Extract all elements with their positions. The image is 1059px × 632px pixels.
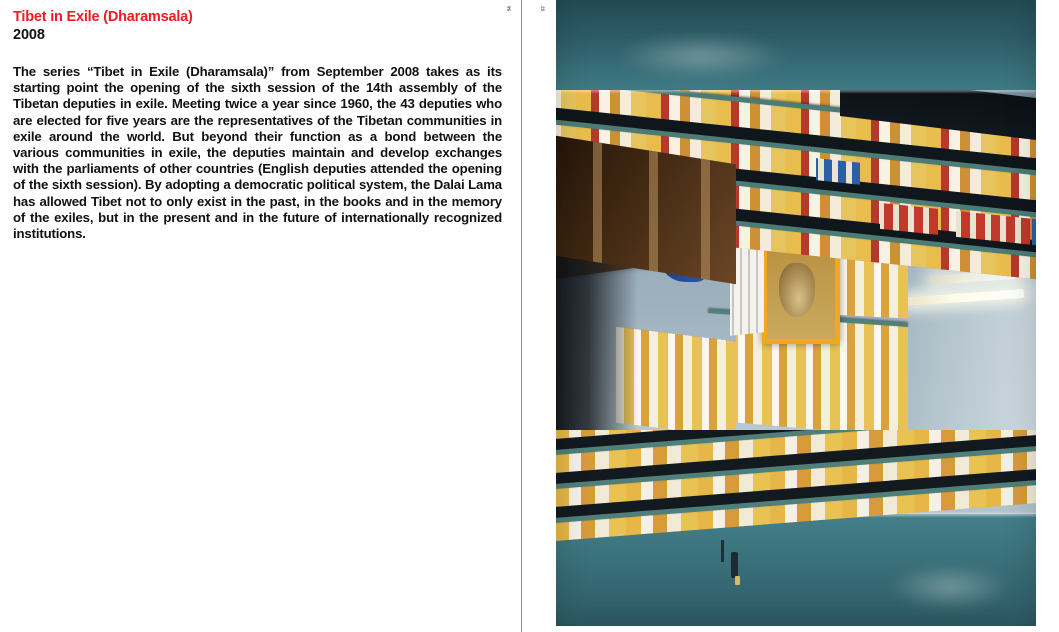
photo-wall-fixture [731, 552, 738, 578]
folio-left-page-number: 56 [506, 6, 512, 11]
folio-right-page-number: 57 [540, 6, 546, 11]
photograph-scene [556, 0, 1036, 626]
page-title: Tibet in Exile (Dharamsala) [13, 9, 193, 25]
photo-wall-panel-lower [556, 0, 1036, 90]
column-divider [521, 0, 522, 632]
article-year: 2008 [13, 27, 45, 43]
article-text-column [13, 9, 505, 242]
article-body-text: The series “Tibet in Exile (Dharamsala)” from September 2008 takes as its starting point the opening of the sixth session of the 14th assembly of the Tibetan deputies in exile. Meeting twice a year since 1960, the 43 deputies who are elected for five years are the representatives of the Tibetan communities in exile around the world. But beyond their function as a bond between the various communities in exile, the deputies maintain and develop exchanges with the parliaments of other countries (English deputies attended the opening of the sixth session). By adopting a democratic political system, the Dalai Lama has allowed Tibet not to only exist in the past, in the books and in the memory of the exiles, but in the present and in the future of internationally recognized institutions. [13, 64, 502, 242]
photograph [556, 0, 1036, 626]
